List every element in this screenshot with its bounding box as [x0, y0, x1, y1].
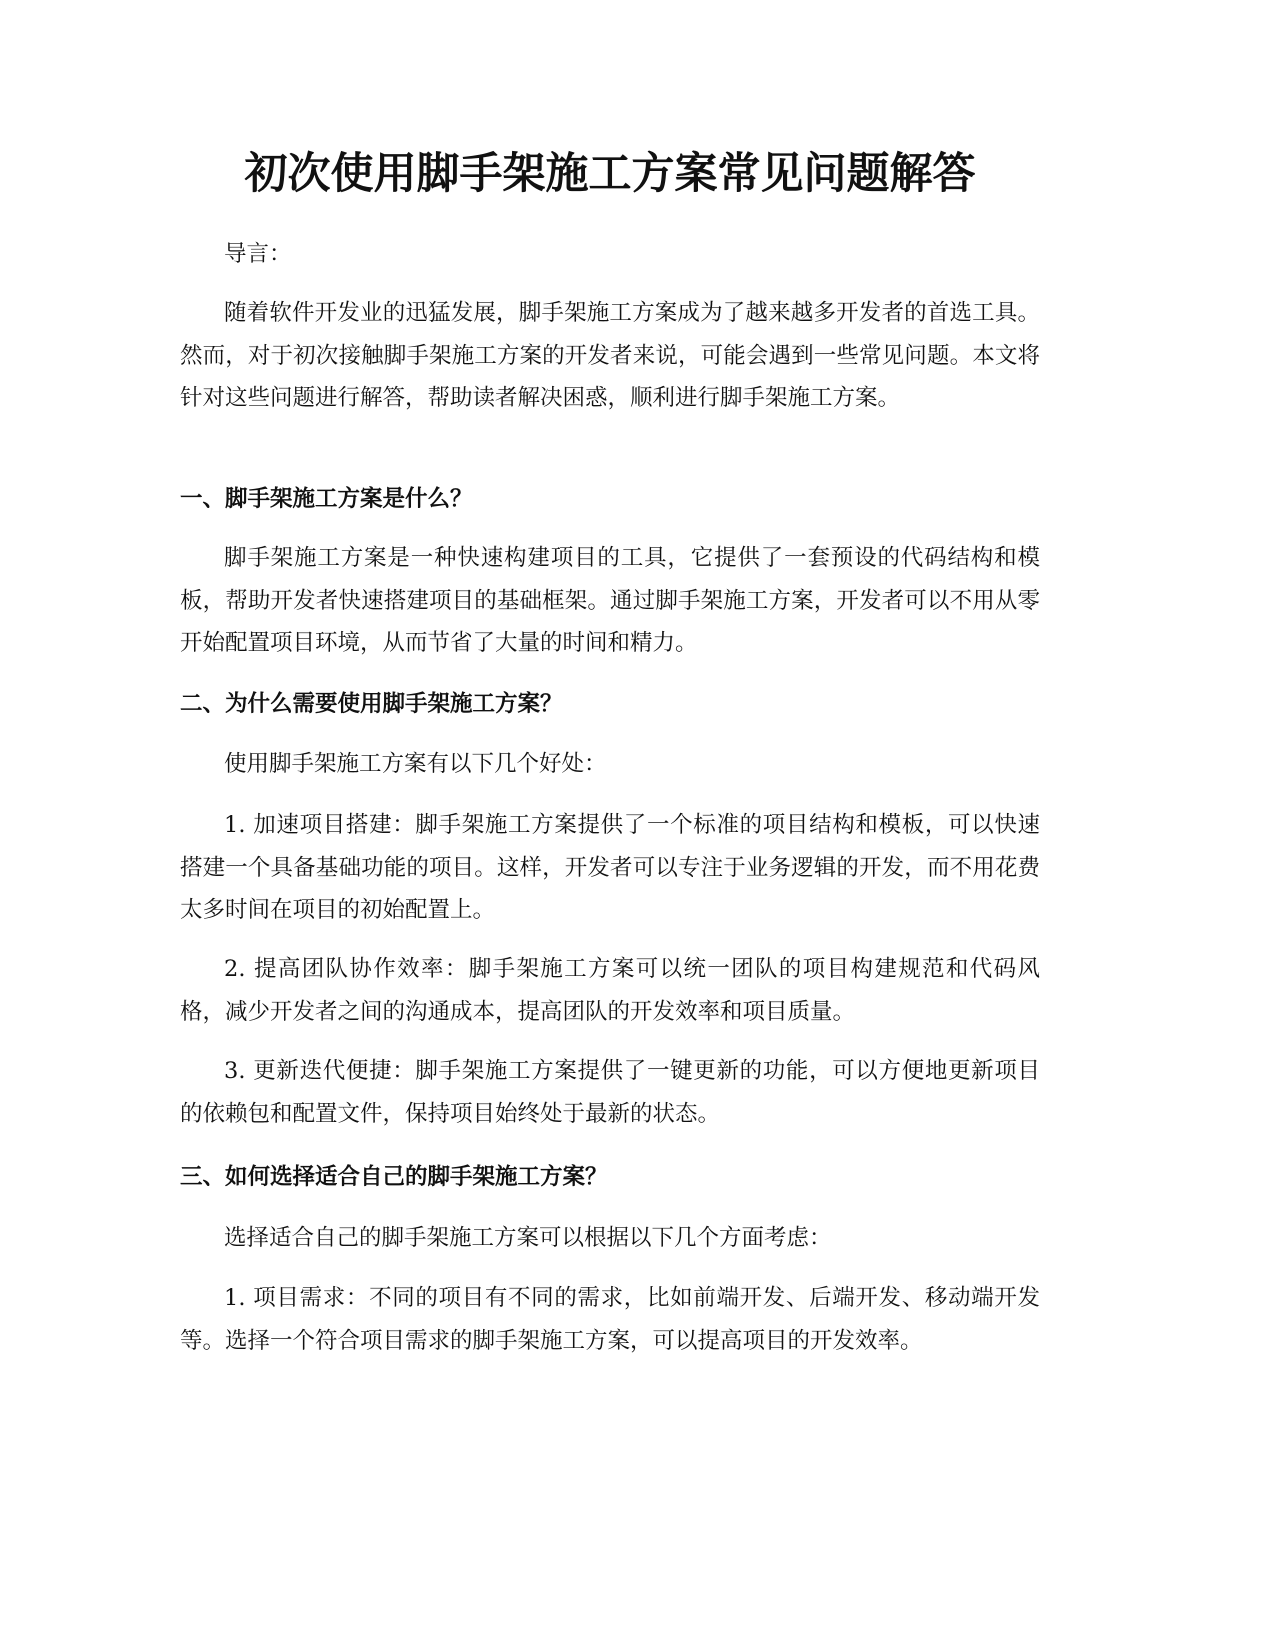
section-3-heading: 三、如何选择适合自己的脚手架施工方案？ [180, 1164, 608, 1190]
section-2-list-item-3: 3. 更新迭代便捷：脚手架施工方案提供了一键更新的功能，可以方便地更新项目的依赖包和配置文件，保持项目始终处于最新的状态。 [180, 1058, 1040, 1127]
section-2-heading: 二、为什么需要使用脚手架施工方案？ [180, 691, 563, 717]
section-2-paragraph-1: 使用脚手架施工方案有以下几个好处： [224, 751, 607, 777]
intro-paragraph: 随着软件开发业的迅猛发展，脚手架施工方案成为了越来越多开发者的首选工具。然而，对于初次接触脚手架施工方案的开发者来说，可能会遇到一些常见问题。本文将针对这些问题进行解答，帮助读者解决困惑，顺利进行脚手架施工方案。 [180, 300, 1040, 411]
section-3-paragraph-1: 选择适合自己的脚手架施工方案可以根据以下几个方面考虑： [224, 1225, 832, 1251]
section-1-paragraph-1: 脚手架施工方案是一种快速构建项目的工具，它提供了一套预设的代码结构和模板，帮助开发者快速搭建项目的基础框架。通过脚手架施工方案，开发者可以不用从零开始配置项目环境，从而节省了大量的时间和精力。 [180, 545, 1040, 656]
section-3-list-item-1: 1. 项目需求：不同的项目有不同的需求，比如前端开发、后端开发、移动端开发等。选择一个符合项目需求的脚手架施工方案，可以提高项目的开发效率。 [180, 1285, 1040, 1354]
document-title: 初次使用脚手架施工方案常见问题解答 [244, 149, 976, 199]
section-2-list-item-1: 1. 加速项目搭建：脚手架施工方案提供了一个标准的项目结构和模板，可以快速搭建一个具备基础功能的项目。这样，开发者可以专注于业务逻辑的开发，而不用花费太多时间在项目的初始配置上。 [180, 812, 1040, 923]
intro-label: 导言： [224, 241, 292, 267]
section-2-list-item-2: 2. 提高团队协作效率：脚手架施工方案可以统一团队的项目构建规范和代码风格，减少开发者之间的沟通成本，提高团队的开发效率和项目质量。 [180, 956, 1040, 1025]
section-1-heading: 一、脚手架施工方案是什么？ [180, 486, 473, 512]
